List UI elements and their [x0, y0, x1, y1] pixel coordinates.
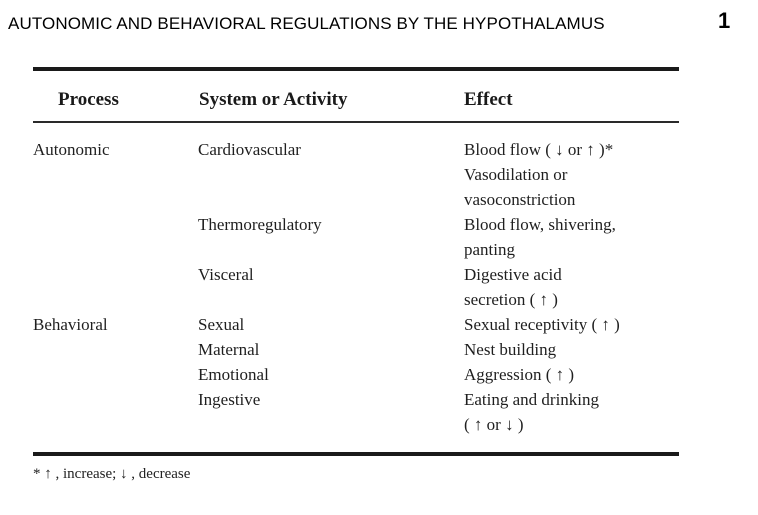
- row-system-cell: Visceral: [198, 265, 254, 284]
- row-system-cell: Maternal: [198, 340, 260, 359]
- header-process: Process: [58, 89, 119, 110]
- row-effect-line: Vasodilation or: [464, 165, 568, 184]
- row-system-cell: Emotional: [198, 365, 269, 384]
- regulation-table: [33, 67, 679, 456]
- row-effect-line: Blood flow ( ↓ or ↑ )*: [464, 140, 614, 159]
- table-body: [33, 123, 679, 452]
- header-system-or-activity: System or Activity: [199, 89, 348, 110]
- row-effect-line: Nest building: [464, 340, 557, 359]
- table-header-row: [33, 71, 679, 121]
- row-system-cell: Thermoregulatory: [198, 215, 322, 234]
- row-effect-line: ( ↑ or ↓ ): [464, 415, 524, 434]
- row-effect-line: Eating and drinking: [464, 390, 600, 409]
- row-process-cell: Behavioral: [33, 315, 108, 334]
- slide-title: AUTONOMIC AND BEHAVIORAL REGULATIONS BY THE HYPOTHALAMUS: [8, 14, 605, 33]
- row-effect-line: Aggression ( ↑ ): [464, 365, 575, 384]
- table-bottom-rule: [33, 452, 679, 456]
- row-effect-line: Digestive acid: [464, 265, 562, 284]
- row-system-cell: Cardiovascular: [198, 140, 301, 159]
- row-process-cell: Autonomic: [33, 140, 110, 159]
- row-effect-line: panting: [464, 240, 515, 259]
- row-system-cell: Ingestive: [198, 390, 261, 409]
- row-effect-line: vasoconstriction: [464, 190, 576, 209]
- row-effect-line: Sexual receptivity ( ↑ ): [464, 315, 620, 334]
- slide-number: 1: [718, 8, 731, 33]
- table-footnote: * ↑ , increase; ↓ , decrease: [33, 466, 191, 482]
- row-system-cell: Sexual: [198, 315, 245, 334]
- header-effect: Effect: [464, 89, 513, 110]
- row-effect-line: secretion ( ↑ ): [464, 290, 558, 309]
- row-effect-line: Blood flow, shivering,: [464, 215, 616, 234]
